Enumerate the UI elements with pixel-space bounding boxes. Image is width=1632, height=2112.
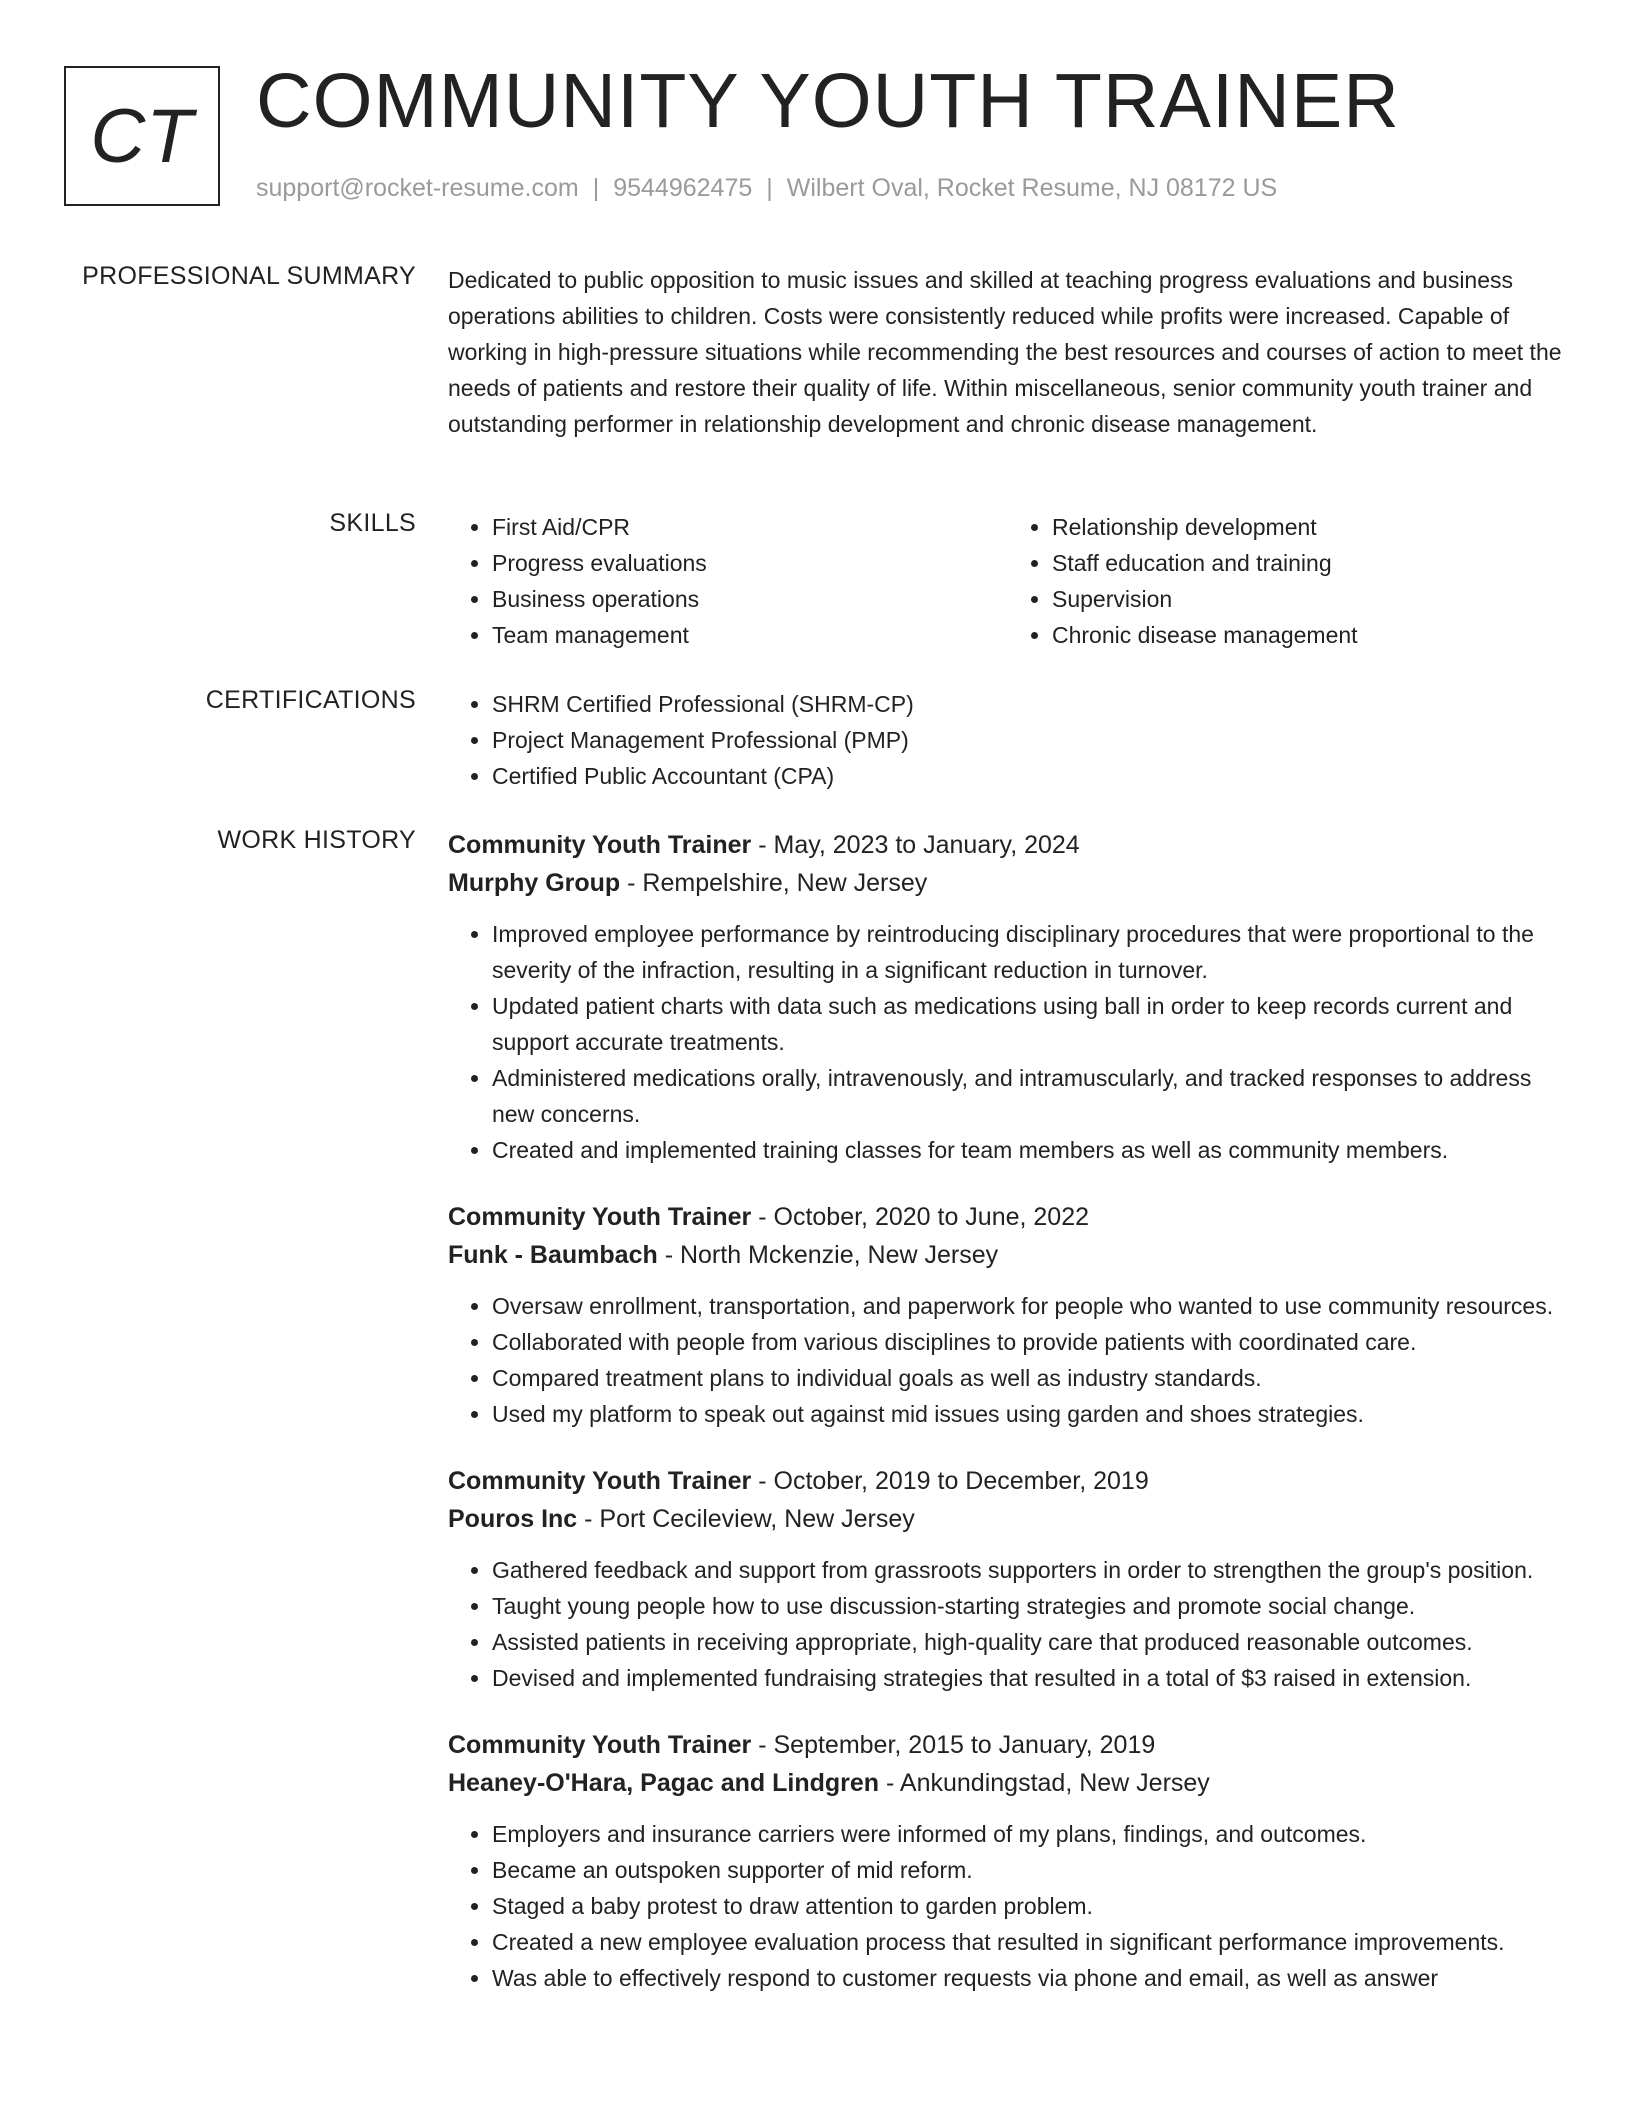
job-dates: - October, 2019 to December, 2019: [751, 1467, 1149, 1495]
skills-list-left: [448, 509, 1008, 653]
separator: |: [592, 174, 600, 202]
job-bullet: • Created a new employee evaluation process that resulted in significant performance improvements.: [492, 1924, 1568, 1960]
job-bullet: • Devised and implemented fundraising strategies that resulted in a total of $3 raised in extension.: [492, 1660, 1568, 1696]
address-text: Wilbert Oval, Rocket Resume, NJ 08172 US: [786, 174, 1278, 202]
job-role: Community Youth Trainer: [448, 831, 752, 859]
job-bullet: • Updated patient charts with data such as medications using ball in order to keep records current and support accurate treatments.: [492, 988, 1568, 1060]
job-bullet: • Gathered feedback and support from grassroots supporters in order to strengthen the group's position.: [492, 1552, 1568, 1588]
skill-item: • Progress evaluations: [492, 545, 1008, 581]
job-bullets: [448, 1288, 1568, 1432]
job-location: - Rempelshire, New Jersey: [620, 869, 928, 897]
job-bullet: • Oversaw enrollment, transportation, and paperwork for people who wanted to use community resources.: [492, 1288, 1568, 1324]
skill-item: • First Aid/CPR: [492, 509, 1008, 545]
phone-text: 9544962475: [613, 174, 753, 202]
job-location: - North Mckenzie, New Jersey: [657, 1241, 999, 1269]
job-company-line: [448, 1236, 1568, 1274]
separator: |: [766, 174, 773, 202]
certification-item: • Project Management Professional (PMP): [492, 722, 1568, 758]
job-title-line: [448, 1726, 1568, 1764]
job-bullet: • Assisted patients in receiving appropriate, high-quality care that produced reasonable outcomes.: [492, 1624, 1568, 1660]
job-bullet: • Created and implemented training classes for team members as well as community members.: [492, 1132, 1568, 1168]
work-history-body: [448, 826, 1568, 2026]
section-title: CERTIFICATIONS: [205, 686, 416, 714]
skill-item: • Chronic disease management: [1052, 617, 1568, 653]
summary-body: [448, 262, 1568, 442]
job-bullet: • Employers and insurance carriers were informed of my plans, findings, and outcomes.: [492, 1816, 1568, 1852]
job-bullet: • Became an outspoken supporter of mid reform.: [492, 1852, 1568, 1888]
job-role: Community Youth Trainer: [448, 1203, 752, 1231]
skills-list-right: [1008, 509, 1568, 653]
job-bullet: • Compared treatment plans to individual goals as well as industry standards.: [492, 1360, 1568, 1396]
section-title: SKILLS: [329, 509, 416, 537]
certification-item: • SHRM Certified Professional (SHRM-CP): [492, 686, 1568, 722]
skill-item: • Supervision: [1052, 581, 1568, 617]
certification-item: • Certified Public Accountant (CPA): [492, 758, 1568, 794]
section-title: PROFESSIONAL SUMMARY: [82, 262, 416, 290]
job-entry: [448, 1198, 1568, 1432]
page-title: COMMUNITY YOUTH TRAINER: [256, 58, 1400, 144]
job-bullets: [448, 1552, 1568, 1696]
job-bullet: • Taught young people how to use discussion-starting strategies and promote social change.: [492, 1588, 1568, 1624]
certifications-list: [448, 686, 1568, 794]
monogram-logo: CT: [64, 66, 220, 206]
job-location: - Port Cecileview, New Jersey: [577, 1505, 915, 1533]
job-bullet: • Staged a baby protest to draw attention to garden problem.: [492, 1888, 1568, 1924]
skill-item: • Staff education and training: [1052, 545, 1568, 581]
job-location: - Ankundingstad, New Jersey: [879, 1769, 1210, 1797]
job-bullet: • Administered medications orally, intravenously, and intramuscularly, and tracked responses to address new concerns.: [492, 1060, 1568, 1132]
job-entry: [448, 1726, 1568, 1996]
skill-item: • Relationship development: [1052, 509, 1568, 545]
job-bullet: • Collaborated with people from various disciplines to provide patients with coordinated care.: [492, 1324, 1568, 1360]
job-bullets: [448, 916, 1568, 1168]
job-company: Heaney-O'Hara, Pagac and Lindgren: [448, 1769, 880, 1797]
job-dates: - May, 2023 to January, 2024: [751, 831, 1080, 859]
contact-line: [256, 174, 1277, 203]
job-company: Funk - Baumbach: [448, 1241, 658, 1269]
job-company: Murphy Group: [448, 869, 621, 897]
job-role: Community Youth Trainer: [448, 1467, 752, 1495]
section-title: WORK HISTORY: [217, 826, 416, 854]
job-company-line: [448, 1500, 1568, 1538]
certifications-body: [448, 686, 1568, 794]
job-bullet: • Improved employee performance by reintroducing disciplinary procedures that were proportional to the severity of the infraction, resulting in a significant reduction in turnover.: [492, 916, 1568, 988]
email-text: support@rocket-resume.com: [256, 174, 579, 202]
job-company-line: [448, 864, 1568, 902]
job-title-line: [448, 826, 1568, 864]
job-title-line: [448, 1462, 1568, 1500]
job-dates: - October, 2020 to June, 2022: [751, 1203, 1090, 1231]
job-entry: [448, 1462, 1568, 1696]
job-role: Community Youth Trainer: [448, 1731, 752, 1759]
job-company-line: [448, 1764, 1568, 1802]
job-title-line: [448, 1198, 1568, 1236]
job-entry: [448, 826, 1568, 1168]
job-bullets: [448, 1816, 1568, 1996]
skill-item: • Team management: [492, 617, 1008, 653]
skill-item: • Business operations: [492, 581, 1008, 617]
skills-body: [448, 509, 1568, 653]
job-bullet: • Used my platform to speak out against mid issues using garden and shoes strategies.: [492, 1396, 1568, 1432]
job-bullet: • Was able to effectively respond to customer requests via phone and email, as well as answer: [492, 1960, 1568, 1996]
job-company: Pouros Inc: [448, 1505, 578, 1533]
summary-text: Dedicated to public opposition to music issues and skilled at teaching progress evaluations and business operations abilities to children. Costs were consistently reduced while profits were increased. Capable of working in high-pressure situations while recommending the best resources and courses of action to meet the needs of patients and restore their quality of life. Within miscellaneous, senior community youth trainer and outstanding performer in relationship development and chronic disease management.: [448, 267, 1562, 437]
job-dates: - September, 2015 to January, 2019: [751, 1731, 1156, 1759]
